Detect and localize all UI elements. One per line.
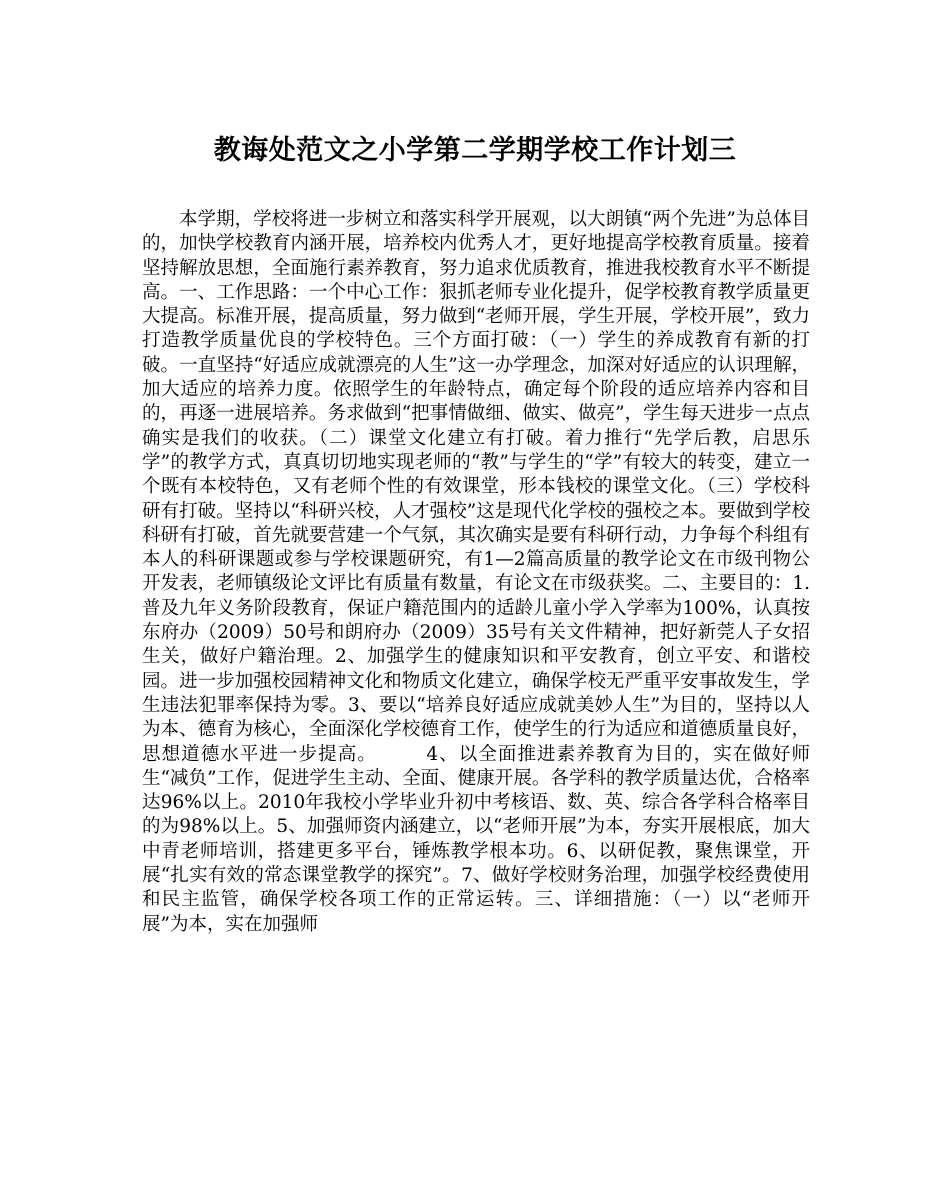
- document-title: 教诲处范文之小学第二学期学校工作计划三: [213, 135, 737, 166]
- document-body-paragraph: 本学期，学校将进一步树立和落实科学开展观，以大朗镇“两个先进”为总体目的，加快学校教育内涵开展，培养校内优秀人才，更好地提高学校教育质量。接着坚持解放思想，全面施行素养教育，努力追求优质教育，推进我校教育水平不断提高。一、工作思路：一个中心工作：狠抓老师专业化提升，促学校教育教学质量更大提高。标准开展，提高质量，努力做到“老师开展，学生开展，学校开展”，致力打造教学质量优良的学校特色。三个方面打破：（一）学生的养成教育有新的打破。一直坚持“好适应成就漂亮的人生”这一办学理念，加深对好适应的认识理解，加大适应的培养力度。依照学生的年龄特点，确定每个阶段的适应培养内容和目的，再逐一进展培养。务求做到“把事情做细、做实、做亮”，学生每天进步一点点确实是我们的收获。（二）课堂文化建立有打破。着力推行“先学后教，启思乐学”的教学方式，真真切切地实现老师的“教”与学生的“学”有较大的转变，建立一个既有本校特色，又有老师个性的有效课堂，形本钱校的课堂文化。（三）学校科研有打破。坚持以“科研兴校，人才强校”这是现代化学校的强校之本。要做到学校科研有打破，首先就要营建一个气氛，其次确实是要有科研行动，力争每个科组有本人的科研课题或参与学校课题研究，有1—2篇高质量的教学论文在市级刊物公开发表，老师镇级论文评比有质量有数量，有论文在市级获奖。二、主要目的：1.普及九年义务阶段教育，保证户籍范围内的适龄儿童小学入学率为100%，认真按东府办（2009）50号和朗府办（2009）35号有关文件精神，把好新莞人子女招生关，做好户籍治理。2、加强学生的健康知识和平安教育，创立平安、和谐校园。进一步加强校园精神文化和物质文化建立，确保学校无严重平安事故发生，学生违法犯罪率保持为零。3、要以“培养良好适应成就美妙人生”为目的，坚持以人为本、德育为核心，全面深化学校德育工作，使学生的行为适应和道德质量良好，思想道德水平进一步提高。 4、以全面推进素养教育为目的，实在做好师生“减负”工作，促进学生主动、全面、健康开展。各学科的教学质量达优，合格率达96%以上。2010年我校小学毕业升初中考核语、数、英、综合各学科合格率目的为98%以上。5、加强师资内涵建立，以“老师开展”为本，夯实开展根底，加大中青老师培训，搭建更多平台，锤炼教学根本功。6、以研促教，聚焦课堂，开展“扎实有效的常态课堂教学的探究”。7、做好学校财务治理，加强学校经费使用和民主监管，确保学校各项工作的正常运转。三、详细措施：（一）以“老师开展”为本，实在加强师: [142, 209, 810, 935]
